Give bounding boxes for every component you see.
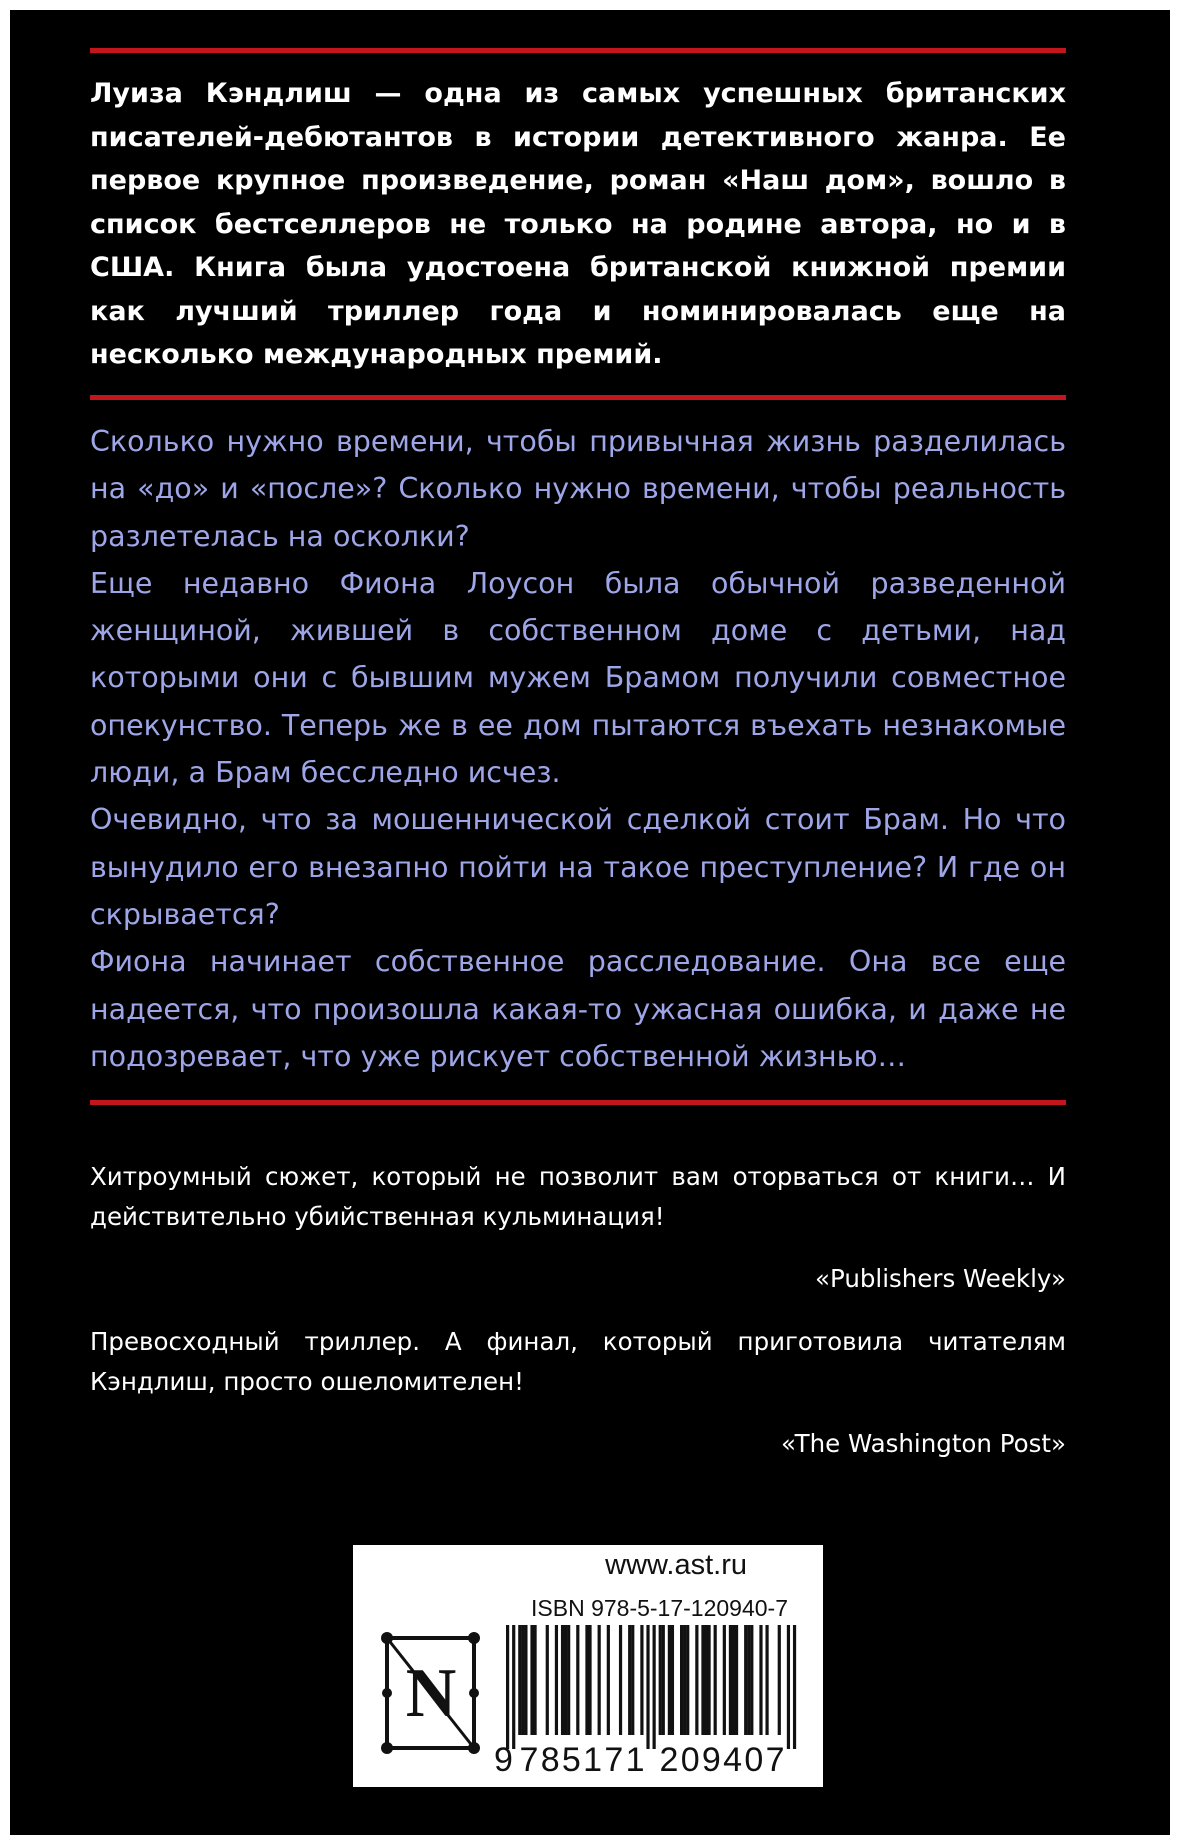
barcode-bar	[695, 1625, 698, 1735]
barcode-bar	[747, 1625, 750, 1735]
review-quote	[90, 1157, 1066, 1299]
isbn-label: ISBN 978-5-17-120940-7	[531, 1595, 788, 1621]
barcode-bar	[512, 1625, 515, 1749]
barcode-bar	[750, 1625, 753, 1735]
divider-red	[90, 395, 1066, 400]
barcode-bar	[668, 1625, 671, 1735]
barcode-bar	[793, 1625, 796, 1749]
barcode-bar	[521, 1625, 524, 1735]
barcode-bar	[607, 1625, 610, 1735]
review-text: Хитроумный сюжет, который не позволит вам оторваться от книги… И действительно убийственная кульминация!	[90, 1162, 1066, 1231]
barcode-bar	[546, 1625, 549, 1735]
barcode-bar	[619, 1625, 622, 1735]
barcode-digits	[494, 1735, 796, 1779]
barcode-icon	[506, 1625, 796, 1737]
review-quote	[90, 1322, 1066, 1464]
logo-letter: N	[405, 1655, 457, 1732]
synopsis-paragraph: Еще недавно Фиона Лоусон была обычной разведенной женщиной, жившей в собственном доме с детьми, над которыми они с бывшим мужем Брамом получили совместное опекунство. Теперь же в ее дом пытаются въехать незнакомые люди, а Брам бесследно исчез.	[90, 566, 1066, 790]
review-source: «The Washington Post»	[780, 1429, 1066, 1458]
barcode-right-digits: 209407	[659, 1741, 785, 1779]
synopsis-paragraph: Фиона начинает собственное расследование. Она все еще надеется, что произошла какая-то ужасная ошибка, и даже не подозревает, что уже рискует собственной жизнью…	[90, 945, 1066, 1073]
barcode-bar	[787, 1625, 790, 1749]
barcode-bar	[671, 1625, 674, 1735]
barcode-bar	[659, 1625, 662, 1735]
barcode-bar	[533, 1625, 536, 1735]
barcode-bar	[707, 1625, 710, 1735]
barcode-bar	[778, 1625, 781, 1735]
barcode-bar	[588, 1625, 591, 1735]
barcode-bar	[744, 1625, 747, 1735]
synopsis	[90, 418, 1066, 1080]
barcode-bar	[686, 1625, 689, 1735]
barcode-bar	[518, 1625, 521, 1735]
review-source: «Publishers Weekly»	[814, 1264, 1066, 1293]
publisher-url: www.ast.ru	[605, 1549, 747, 1581]
barcode-bar	[723, 1625, 726, 1735]
barcode-bar	[561, 1625, 564, 1735]
barcode-bar	[524, 1625, 527, 1735]
barcode-bar	[662, 1625, 665, 1735]
barcode-bar	[567, 1625, 570, 1735]
author-bio: Луиза Кэндлиш — одна из самых успешных британских писателей-дебютантов в истории детективного жанра. Ее первое крупное произведение, роман «Наш дом», вошло в список бестселлеров не только на родине автора, но и в США. Книга была удостоена британской книжной премии как лучший триллер года и номинировалась еще на несколько международных премий.	[90, 78, 1066, 370]
barcode-bar	[735, 1625, 738, 1735]
barcode-bar	[680, 1625, 683, 1735]
barcode-bar	[576, 1625, 579, 1735]
barcode-bar	[530, 1625, 533, 1735]
barcode-bar	[759, 1625, 762, 1735]
barcode-bar	[704, 1625, 707, 1735]
barcode-bar	[598, 1625, 601, 1735]
barcode-bar	[714, 1625, 717, 1735]
barcode-bar	[765, 1625, 768, 1735]
barcode-bar	[646, 1625, 649, 1749]
barcode-bar	[628, 1625, 631, 1735]
barcode-bar	[729, 1625, 732, 1735]
barcode-bar	[732, 1625, 735, 1735]
synopsis-paragraph: Очевидно, что за мошеннической сделкой стоит Брам. Но что вынудило его внезапно пойти на такое преступление? И где он скрывается?	[90, 803, 1066, 931]
publisher-logo-icon	[379, 1630, 482, 1756]
barcode-first-digit: 9	[494, 1741, 513, 1779]
barcode-bar	[506, 1625, 509, 1749]
barcode-panel	[353, 1545, 823, 1787]
barcode-bar	[585, 1625, 588, 1735]
barcode-bar	[683, 1625, 686, 1735]
divider-red	[90, 48, 1066, 53]
barcode-bar	[653, 1625, 656, 1749]
barcode-bar	[631, 1625, 634, 1735]
barcode-bar	[640, 1625, 643, 1735]
barcode-bar	[555, 1625, 558, 1735]
synopsis-paragraph: Сколько нужно времени, чтобы привычная жизнь разделилась на «до» и «после»? Сколько нужно времени, чтобы реальность разлетелась на осколки?	[90, 425, 1066, 553]
barcode-left-digits: 785171	[519, 1741, 645, 1779]
barcode-bar	[564, 1625, 567, 1735]
divider-red	[90, 1100, 1066, 1105]
review-text: Превосходный триллер. А финал, который приготовила читателям Кэндлиш, просто ошеломителен!	[90, 1327, 1066, 1396]
barcode-bar	[701, 1625, 704, 1735]
